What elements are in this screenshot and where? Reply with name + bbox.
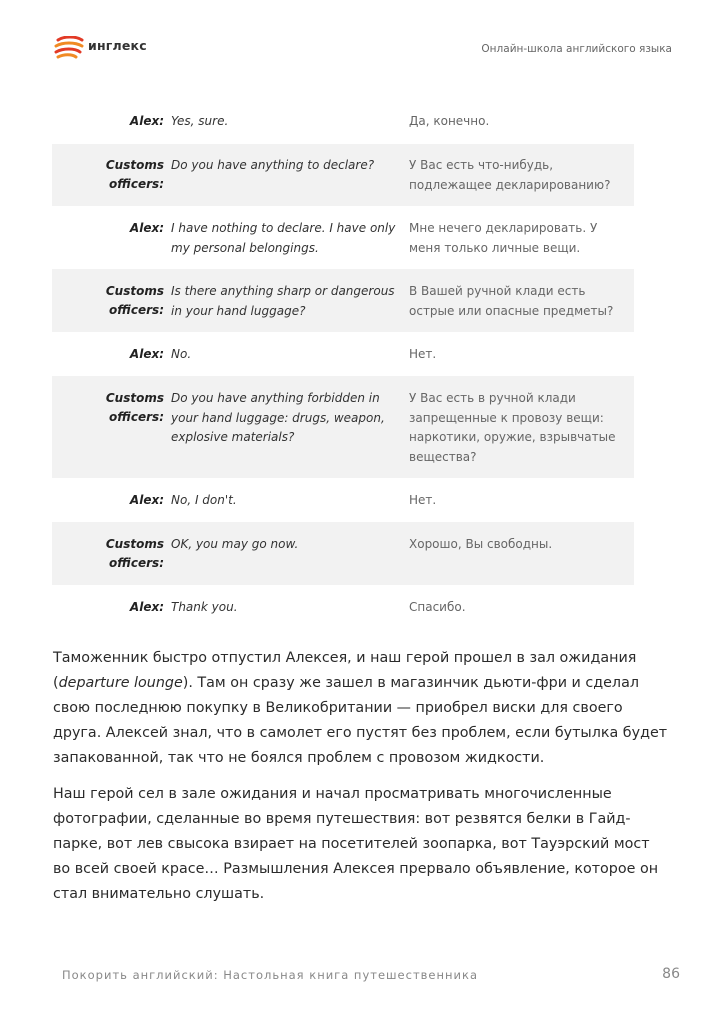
body-paragraph: Наш герой сел в зале ожидания и начал просматривать многочисленные фотографии, сделанные во время путешествия: вот резвятся белки в Гайд-парке, вот лев свысока взирает на посетителей зоопарка, вот Тауэрский мост во всей своей красе… Размышления Алексея прервало объявление, которое он стал внимательно слушать.: [53, 786, 659, 902]
dialogue-table: [52, 100, 634, 629]
speaker: Customs officers:: [105, 537, 164, 570]
russian-translation: Да, конечно.: [409, 114, 490, 128]
english-phrase: Yes, sure.: [171, 114, 229, 128]
english-phrase: Is there anything sharp or dangerous in your hand luggage?: [171, 284, 395, 318]
paragraph-emphasis: departure lounge: [58, 675, 183, 691]
speaker: Alex:: [129, 221, 164, 235]
english-phrase: No, I don't.: [171, 493, 237, 507]
ingleks-logo-icon: [54, 36, 84, 60]
english-phrase: No.: [171, 347, 192, 361]
dialogue-row: [52, 376, 634, 478]
dialogue-row: [52, 585, 634, 629]
brand-name: инглекс: [88, 38, 147, 53]
dialogue-row: [52, 522, 634, 585]
body-paragraph: [53, 646, 668, 771]
header-tagline: Онлайн-школа английского языка: [481, 43, 672, 55]
speaker: Alex:: [129, 600, 164, 614]
speaker: Alex:: [129, 493, 164, 507]
russian-translation: Хорошо, Вы свободны.: [409, 537, 553, 551]
dialogue-row: [52, 206, 634, 269]
english-phrase: OK, you may go now.: [171, 537, 299, 551]
russian-translation: Нет.: [409, 493, 437, 507]
page-header: [0, 0, 724, 70]
russian-translation: У Вас есть что-нибудь, подлежащее декларированию?: [409, 158, 611, 192]
russian-translation: Нет.: [409, 347, 437, 361]
dialogue-row: [52, 332, 634, 376]
speaker: Customs officers:: [105, 391, 164, 424]
russian-translation: Спасибо.: [409, 600, 466, 614]
dialogue-row: [52, 269, 634, 332]
dialogue-row: [52, 100, 634, 144]
paragraph-text: Таможенник быстро отпустил Алексея, и наш герой прошел в зал ожидания (: [53, 650, 637, 691]
page-number: 86: [662, 966, 680, 982]
speaker: Alex:: [129, 347, 164, 361]
speaker: Alex:: [129, 114, 164, 128]
russian-translation: Мне нечего декларировать. У меня только личные вещи.: [409, 221, 598, 255]
speaker: Customs officers:: [105, 284, 164, 317]
russian-translation: В Вашей ручной клади есть острые или опасные предметы?: [409, 284, 614, 318]
english-phrase: I have nothing to declare. I have only my personal belongings.: [171, 221, 396, 255]
footer-book-title: Покорить английский: Настольная книга путешественника: [62, 968, 479, 982]
english-phrase: Thank you.: [171, 600, 238, 614]
english-phrase: Do you have anything to declare?: [171, 158, 375, 172]
dialogue-row: [52, 144, 634, 206]
russian-translation: У Вас есть в ручной клади запрещенные к провозу вещи: наркотики, оружие, взрывчатые вещества?: [409, 391, 616, 464]
speaker: Customs officers:: [105, 158, 164, 191]
dialogue-row: [52, 478, 634, 522]
paragraph-text: ). Там он сразу же зашел в магазинчик дьюти-фри и сделал свою последнюю покупку в Великобритании — приобрел виски для своего друга. Алексей знал, что в самолет его пустят без проблем, если бутылка будет запакованной, так что не боялся проблем с провозом жидкости.: [53, 675, 668, 766]
english-phrase: Do you have anything forbidden in your hand luggage: drugs, weapon, explosive materials?: [171, 391, 385, 444]
